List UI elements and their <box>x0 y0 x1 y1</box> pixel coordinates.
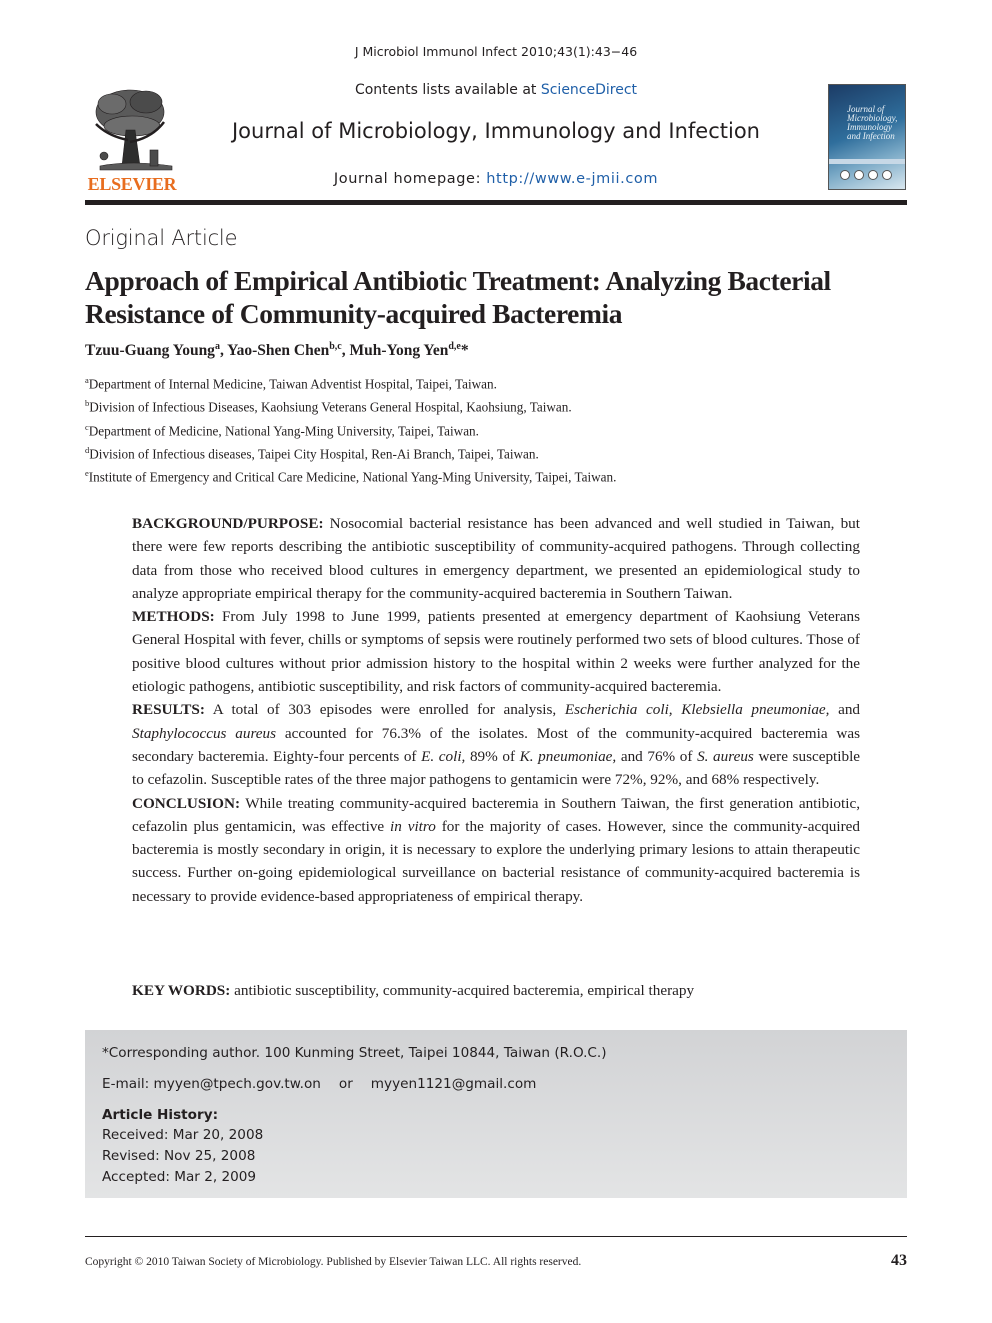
section-heading: METHODS: <box>132 608 215 626</box>
journal-title: Journal of Microbiology, Immunology and Infection <box>231 119 760 143</box>
email-link[interactable]: myyen1121@gmail.com <box>370 1076 537 1092</box>
affiliation: $^c$Department of Medicine, National Yang-Ming University, Taipei, Taiwan. <box>85 422 479 439</box>
abstract-background: BACKGROUND/PURPOSE: Nosocomial bacterial resistance has been advanced and well studied in Taiwan, but there were few reports describing the antibiotic susceptibility of community-acquired pathogens. Through collecting data from those who received blood cultures in emergency department, we presented an epidemiological study to analyze appropriate empirical therapy for the community-acquired bacteremia in Southern Taiwan. <box>132 515 860 602</box>
sciencedirect-link[interactable]: ScienceDirect <box>540 82 638 98</box>
page-number: 43 <box>891 1252 907 1269</box>
cover-seals-icon <box>839 169 897 181</box>
section-heading: CONCLUSION: <box>132 794 241 812</box>
affiliation: $^b$Division of Infectious Diseases, Kaohsiung Veterans General Hospital, Kaohsiung, Taiwan. <box>85 398 572 415</box>
homepage-prefix: Journal homepage: <box>333 171 487 187</box>
footer-divider <box>85 1236 907 1237</box>
author-affiliation-mark: d,e <box>448 341 461 352</box>
cover-title: Journal of Microbiology, Immunology and Infection <box>847 104 898 141</box>
keywords <box>132 982 860 1000</box>
contents-prefix: Contents lists available at <box>354 82 541 98</box>
header-divider <box>85 200 907 205</box>
affiliation: $^d$Division of Infectious diseases, Taipei City Hospital, Ren-Ai Branch, Taipei, Taiwan. <box>85 445 539 462</box>
author-name: Yao-Shen Chen <box>227 342 330 360</box>
revised-date: Revised: Nov 25, 2008 <box>102 1148 256 1164</box>
affiliation: $^a$Department of Internal Medicine, Taiwan Adventist Hospital, Taipei, Taiwan. <box>85 375 497 392</box>
author-affiliation-mark: a <box>214 341 220 352</box>
email-line: E-mail: myyen@tpech.gov.tw.on or myyen1121@gmail.com <box>102 1076 537 1092</box>
affiliation: $^e$Institute of Emergency and Critical Care Medicine, National Yang-Ming University, Taipei, Taiwan. <box>85 468 617 485</box>
elsevier-wordmark: ELSEVIER <box>87 174 177 194</box>
section-heading: RESULTS: <box>132 701 205 719</box>
cover-band <box>829 159 905 164</box>
article-title: Approach of Empirical Antibiotic Treatment: Analyzing Bacterial Resistance of Community-acquired Bacteremia <box>85 265 831 329</box>
article-history-heading: Article History: <box>102 1107 219 1123</box>
accepted-date: Accepted: Mar 2, 2009 <box>102 1169 257 1185</box>
keywords-text: antibiotic susceptibility, community-acquired bacteremia, empirical therapy <box>234 982 695 999</box>
homepage-link[interactable]: http://www.e-jmii.com <box>486 171 659 187</box>
abstract-conclusion: CONCLUSION: While treating community-acquired bacteremia in Southern Taiwan, the first generation antibiotic, cefazolin plus gentamicin, was effective in vitro for the majority of cases. However, since the community-acquired bacteremia is mostly secondary in origin, it is necessary to explore the underlying primary lesions to attain therapeutic success. Further on-going epidemiological surveillance on bacterial resistance of community-acquired bacteremia is necessary to provide evidence-based appropriateness of empirical therapy. <box>132 794 861 905</box>
corresponding-mark: * <box>460 342 469 360</box>
author-affiliation-mark: b,c <box>329 341 342 352</box>
keywords-heading: KEY WORDS: <box>132 982 231 999</box>
author-list: Tzuu-Guang Young$^a$, Yao-Shen Chen$^{b,c}$, Muh-Yong Yen$^{d,e}$* <box>85 341 469 360</box>
section-heading: BACKGROUND/PURPOSE: <box>132 515 324 532</box>
copyright-notice: Copyright © 2010 Taiwan Society of Microbiology. Published by Elsevier Taiwan LLC. All rights reserved. <box>85 1256 582 1268</box>
author-name: Tzuu-Guang Young <box>85 342 215 360</box>
journal-citation: J Microbiol Immunol Infect 2010;43(1):43−46 <box>354 44 638 59</box>
corresponding-author: *Corresponding author. 100 Kunming Street, Taipei 10844, Taiwan (R.O.C.) <box>102 1045 607 1061</box>
author-name: Muh-Yong Yen <box>349 342 449 360</box>
article-type: Original Article <box>85 226 238 250</box>
email-link[interactable]: myyen@tpech.gov.tw.on <box>153 1076 321 1092</box>
abstract <box>132 512 860 908</box>
abstract-results: RESULTS: A total of 303 episodes were enrolled for analysis, Escherichia coli, Klebsiella pneumoniae, and Staphylococcus aureus accounted for 76.3% of the isolates. Most of the community-acquired bacteremia was secondary bacteremia. Eighty-four percents of E. coli, 89% of K. pneumoniae, and 76% of S. aureus were susceptible to cefazolin. Susceptible rates of the three major pathogens to gentamicin were 72%, 92%, and 68% respectively. <box>132 701 861 789</box>
received-date: Received: Mar 20, 2008 <box>102 1127 264 1143</box>
abstract-methods: METHODS: From July 1998 to June 1999, patients presented at emergency department of Kaohsiung Veterans General Hospital with fever, chills or symptoms of sepsis were routinely performed two sets of blood cultures. Those of positive blood cultures without prior admission history to the hospital within 2 weeks were further analyzed for the etiologic pathogens, antibiotic susceptibility, and risk factors of community-acquired bacteremia. <box>132 608 861 696</box>
journal-cover-image <box>828 84 906 190</box>
